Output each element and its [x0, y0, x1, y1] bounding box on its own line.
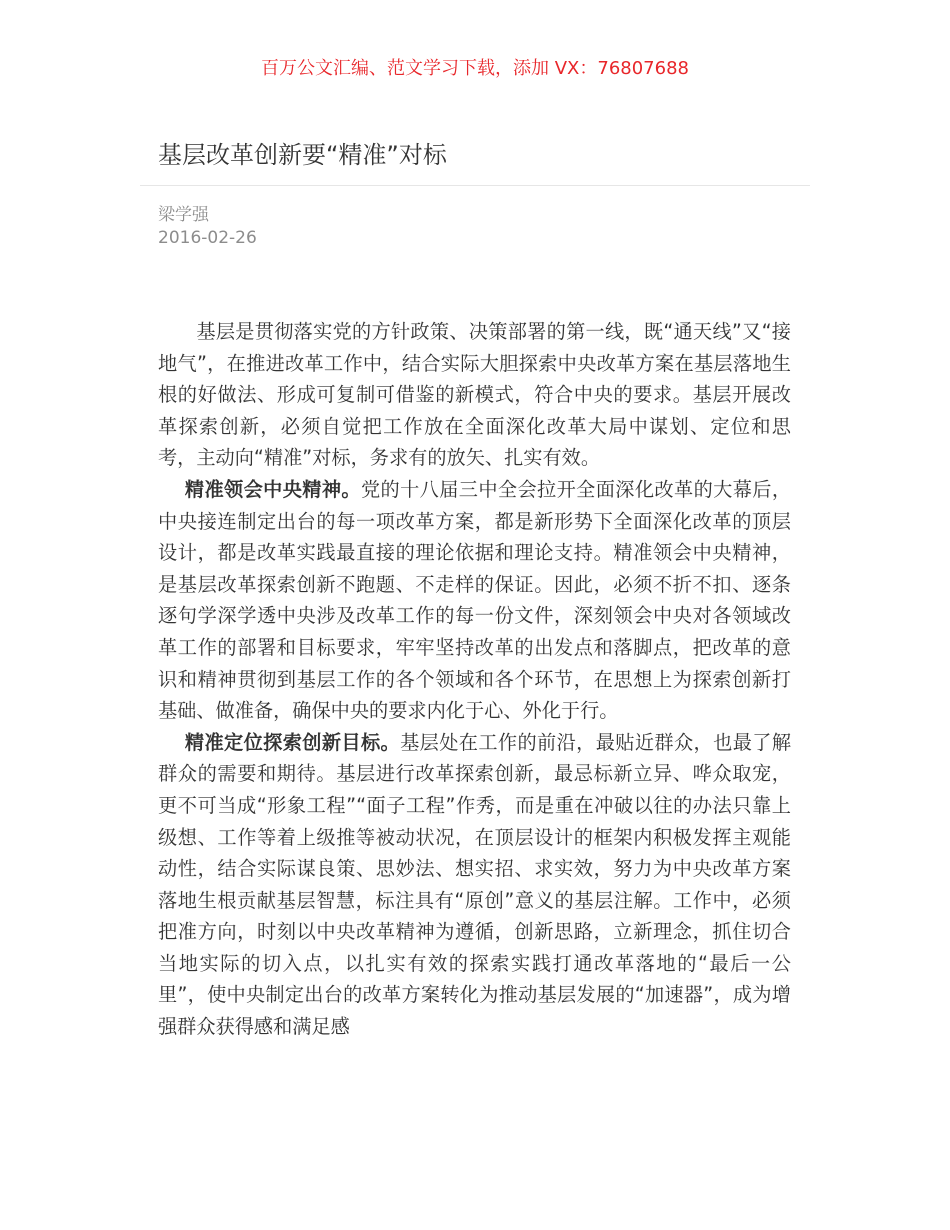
- section-heading: 精准领会中央精神。: [184, 477, 361, 501]
- section-paragraph: [158, 474, 791, 727]
- promo-banner: 百万公文汇编、范文学习下载，添加 VX：76807688: [261, 58, 689, 79]
- article-body: [158, 316, 791, 1043]
- section-paragraph: [158, 727, 791, 1043]
- intro-paragraph: 基层是贯彻落实党的方针政策、决策部署的第一线，既“通天线”又“接地气”，在推进改革工作中，结合实际大胆探索中央改革方案在基层落地生根的好做法、形成可复制可借鉴的新模式，符合中央的要求。基层开展改革探索创新，必须自觉把工作放在全面深化改革大局中谋划、定位和思考，主动向“精准”对标，务求有的放矢、扎实有效。: [158, 320, 791, 470]
- title-divider: [140, 185, 810, 186]
- section-text: 基层处在工作的前沿，最贴近群众，也最了解群众的需要和期待。基层进行改革探索创新，最忌标新立异、哗众取宠，更不可当成“形象工程”“面子工程”作秀，而是重在冲破以往的办法只靠上级想、工作等着上级推等被动状况，在顶层设计的框架内积极发挥主观能动性，结合实际谋良策、思妙法、想实招、求实效，努力为中央改革方案落地生根贡献基层智慧，标注具有“原创”意义的基层注解。工作中，必须把准方向，时刻以中央改革精神为遵循，创新思路，立新理念，抓住切合当地实际的切入点，以扎实有效的探索实践打通改革落地的“最后一公里”，使中央制定出台的改革方案转化为推动基层发展的“加速器”，成为增强群众获得感和满足感: [158, 730, 792, 1039]
- section-text: 党的十八届三中全会拉开全面深化改革的大幕后，中央接连制定出台的每一项改革方案，都是新形势下全面深化改革的顶层设计，都是改革实践最直接的理论依据和理论支持。精准领会中央精神，是基层改革探索创新不跑题、不走样的保证。因此，必须不折不扣、逐条逐句学深学透中央涉及改革工作的每一份文件，深刻领会中央对各领域改革工作的部署和目标要求，牢牢坚持改革的出发点和落脚点，把改革的意识和精神贯彻到基层工作的各个领域和各个环节，在思想上为探索创新打基础、做准备，确保中央的要求内化于心、外化于行。: [158, 477, 792, 723]
- article-author: 梁学强: [158, 205, 209, 225]
- article-title: 基层改革创新要“精准”对标: [158, 141, 447, 169]
- section-heading: 精准定位探索创新目标。: [184, 730, 401, 754]
- article-date: 2016-02-26: [158, 228, 257, 248]
